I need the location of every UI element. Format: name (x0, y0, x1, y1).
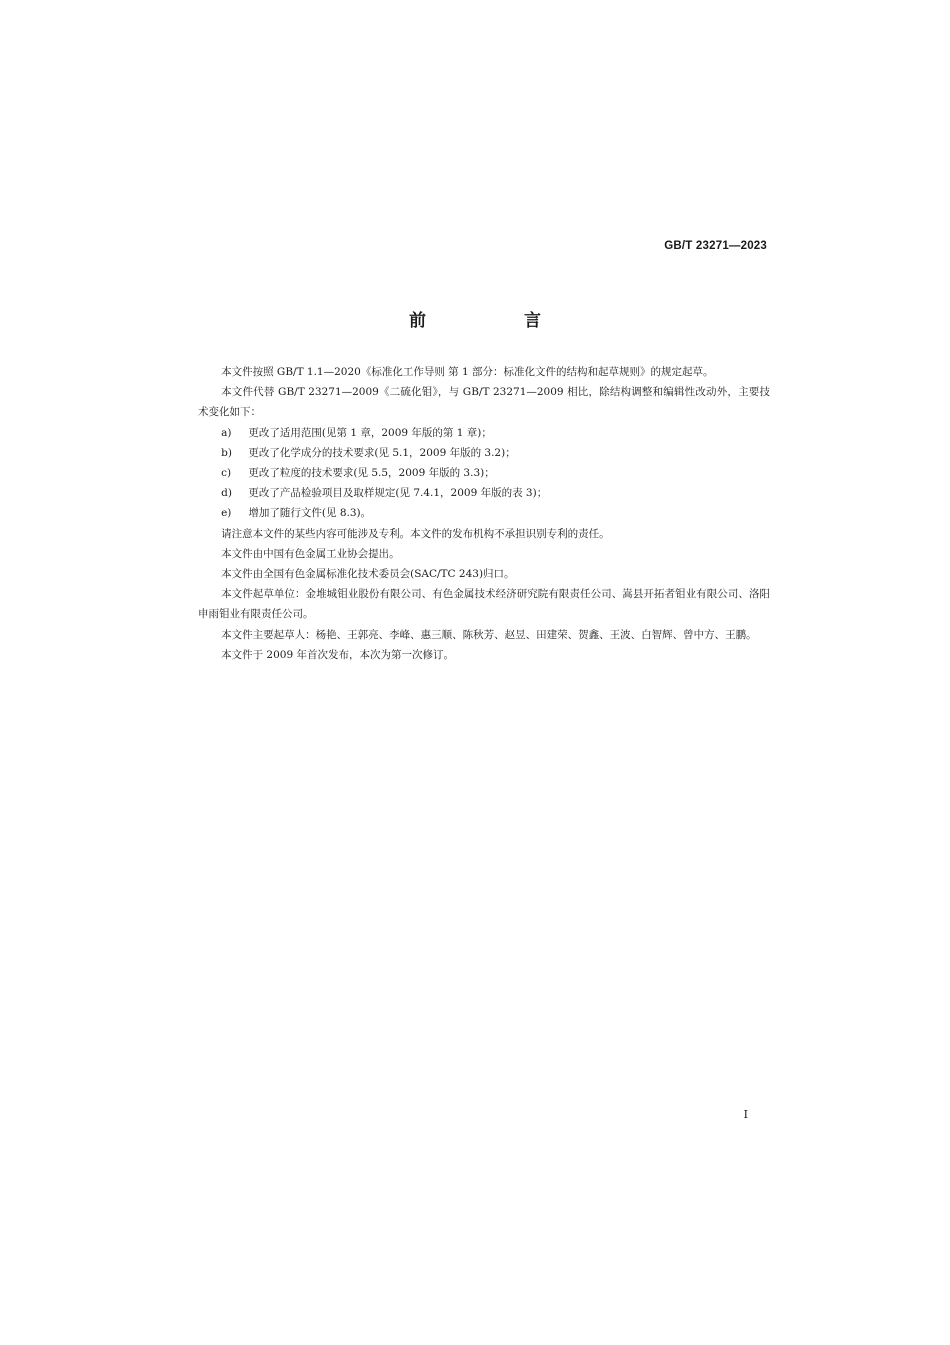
paragraph-patent-notice: 请注意本文件的某些内容可能涉及专利。本文件的发布机构不承担识别专利的责任。 (221, 527, 610, 540)
paragraph-proposer: 本文件由中国有色金属工业协会提出。 (221, 547, 400, 560)
list-item (198, 443, 770, 463)
list-item-text: 更改了化学成分的技术要求(见 5.1，2009 年版的 3.2)； (248, 446, 516, 459)
page-title: 前 言 (409, 311, 587, 331)
list-item-label: a) (221, 426, 232, 439)
page-number: I (743, 1108, 748, 1121)
paragraph-drafters: 本文件主要起草人：杨艳、王郭亮、李峰、惠三顺、陈秋芳、赵昱、田建荣、贺鑫、王波、白智辉、曾中方、王鹏。 (221, 628, 757, 641)
list-item-text: 增加了随行文件(见 8.3)。 (248, 507, 372, 520)
document-code: GB/T 23271—2023 (664, 240, 767, 252)
list-item-text: 更改了产品检验项目及取样规定(见 7.4.1，2009 年版的表 3)； (248, 487, 548, 500)
list-item-text: 更改了适用范围(见第 1 章，2009 年版的第 1 章)； (248, 426, 492, 439)
list-item-text: 更改了粒度的技术要求(见 5.5，2009 年版的 3.3)； (248, 467, 495, 480)
paragraph-drafting-rules: 本文件按照 GB/T 1.1—2020《标准化工作导则 第 1 部分：标准化文件的结构和起草规则》的规定起草。 (221, 366, 714, 378)
list-item-label: d) (221, 487, 232, 500)
list-item (198, 463, 770, 483)
foreword-body (198, 362, 770, 665)
paragraph-committee: 本文件由全国有色金属标准化技术委员会(SAC/TC 243)归口。 (221, 568, 515, 581)
list-item (198, 483, 770, 503)
list-item-label: e) (221, 507, 232, 520)
paragraph-replacement: 本文件代替 GB/T 23271—2009《二硫化钼》，与 GB/T 23271—2009 相比，除结构调整和编辑性改动外，主要技术变化如下： (198, 386, 770, 419)
list-item-label: b) (221, 446, 232, 459)
list-item (198, 503, 770, 523)
list-item (198, 423, 770, 443)
list-item-label: c) (221, 467, 232, 480)
paragraph-history: 本文件于 2009 年首次发布，本次为第一次修订。 (221, 648, 454, 661)
paragraph-drafting-units: 本文件起草单位：金堆城钼业股份有限公司、有色金属技术经济研究院有限责任公司、嵩县开拓者钼业有限公司、洛阳申雨钼业有限责任公司。 (198, 588, 770, 621)
